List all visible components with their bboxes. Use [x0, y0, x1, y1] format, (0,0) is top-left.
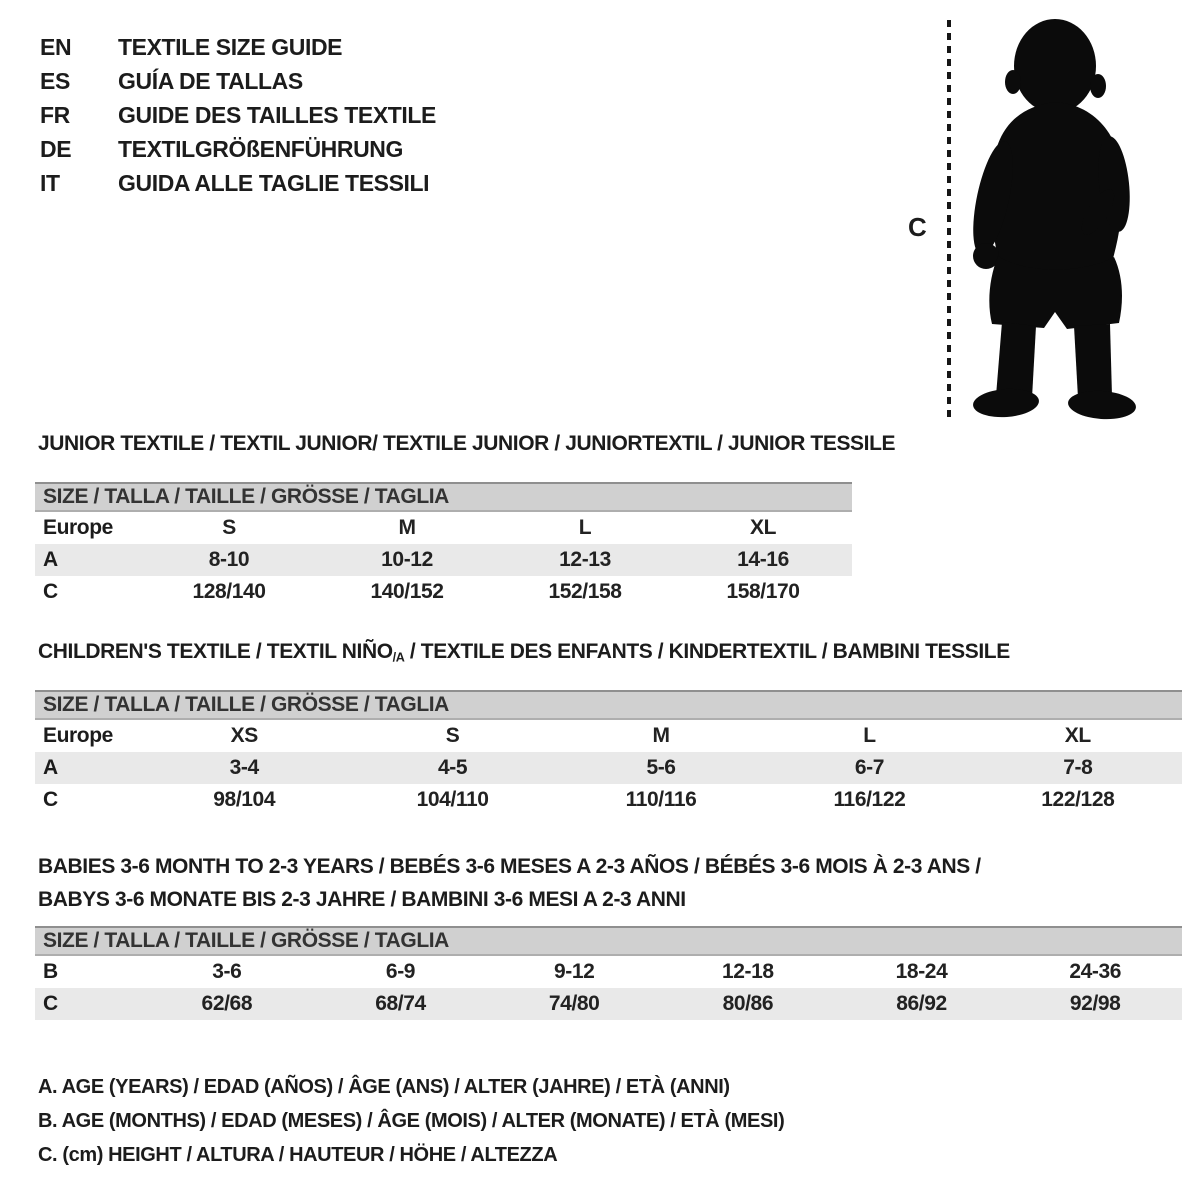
- lang-code: EN: [40, 34, 72, 60]
- babies-size-table: [35, 926, 1182, 1020]
- table-row: [35, 752, 1182, 784]
- babies-title-line1: BABIES 3-6 MONTH TO 2-3 YEARS / BEBÉS 3-6 MESES A 2-3 AÑOS / BÉBÉS 3-6 MOIS À 2-3 ANS /: [38, 855, 981, 878]
- lang-title: GUIDE DES TAILLES TEXTILE: [118, 102, 436, 128]
- size-header-band: SIZE / TALLA / TAILLE / GRÖSSE / TAGLIA: [35, 690, 1182, 720]
- size-cell: S: [222, 516, 236, 539]
- children-section-title: [38, 640, 1010, 670]
- size-cell: 128/140: [192, 580, 266, 603]
- size-cell: 4-5: [438, 756, 468, 779]
- size-cell: 158/170: [726, 580, 800, 603]
- size-cell: M: [652, 724, 670, 747]
- size-cell: 92/98: [1069, 992, 1121, 1015]
- babies-section-title: [38, 850, 981, 916]
- lang-title: GUIDA ALLE TAGLIE TESSILI: [118, 170, 430, 196]
- size-cell: 8-10: [208, 548, 250, 571]
- size-cell: 12-13: [559, 548, 611, 571]
- size-cell: M: [398, 516, 416, 539]
- lang-row-de: [40, 132, 436, 166]
- size-cell: XS: [230, 724, 258, 747]
- babies-title-line2: BABYS 3-6 MONATE BIS 2-3 JAHRE / BAMBINI 3-6 MESI A 2-3 ANNI: [38, 888, 686, 911]
- table-row: [35, 988, 1182, 1020]
- size-cell: 110/116: [625, 788, 697, 811]
- row-label: Europe: [43, 516, 113, 539]
- size-cell: 62/68: [201, 992, 253, 1015]
- lang-row-fr: [40, 98, 436, 132]
- size-cell: 6-7: [854, 756, 884, 779]
- row-label: B: [43, 960, 58, 983]
- lang-code: DE: [40, 136, 72, 162]
- lang-code: FR: [40, 102, 70, 128]
- junior-section-title: JUNIOR TEXTILE / TEXTIL JUNIOR/ TEXTILE JUNIOR / JUNIORTEXTIL / JUNIOR TESSILE: [38, 432, 896, 455]
- children-title-suffix: / TEXTILE DES ENFANTS / KINDERTEXTIL / BAMBINI TESSILE: [404, 640, 1010, 663]
- children-title-prefix: CHILDREN'S TEXTILE / TEXTIL NIÑO: [38, 640, 393, 663]
- height-label: C: [908, 212, 927, 242]
- height-dashed-line: [946, 20, 952, 423]
- table-row: [35, 720, 1182, 752]
- lang-title: TEXTILE SIZE GUIDE: [118, 34, 343, 60]
- size-cell: 86/92: [896, 992, 947, 1015]
- size-cell: 7-8: [1063, 756, 1093, 779]
- size-cell: 68/74: [375, 992, 426, 1015]
- size-header-band: SIZE / TALLA / TAILLE / GRÖSSE / TAGLIA: [35, 482, 852, 512]
- table-row: [35, 544, 852, 576]
- row-label: C: [43, 580, 58, 603]
- row-label: A: [43, 548, 58, 571]
- lang-row-it: [40, 166, 436, 200]
- size-cell: 122/128: [1041, 788, 1115, 811]
- table-row: [35, 956, 1182, 988]
- size-cell: 24-36: [1069, 960, 1122, 983]
- size-cell: 6-9: [385, 960, 416, 983]
- row-label: C: [43, 992, 58, 1015]
- row-label: Europe: [43, 724, 113, 747]
- lang-title: GUÍA DE TALLAS: [118, 68, 303, 94]
- lang-title: TEXTILGRÖßENFÜHRUNG: [118, 136, 403, 162]
- language-header: [40, 30, 436, 200]
- size-cell: 3-6: [212, 960, 242, 983]
- table-row: [35, 576, 852, 608]
- lang-row-es: [40, 64, 436, 98]
- size-cell: 10-12: [381, 548, 433, 571]
- children-title-sub: /A: [392, 650, 405, 665]
- size-cell: 74/80: [548, 992, 600, 1015]
- size-cell: 140/152: [370, 580, 444, 603]
- size-cell: 9-12: [553, 960, 595, 983]
- size-cell: 14-16: [737, 548, 789, 571]
- size-header-band: SIZE / TALLA / TAILLE / GRÖSSE / TAGLIA: [35, 926, 1182, 956]
- size-cell: L: [863, 724, 876, 747]
- row-label: A: [43, 756, 58, 779]
- size-cell: 116/122: [833, 788, 906, 811]
- lang-row-en: [40, 30, 436, 64]
- size-cell: 5-6: [646, 756, 676, 779]
- lang-code: IT: [40, 170, 60, 196]
- size-cell: XL: [749, 516, 777, 539]
- size-cell: S: [445, 724, 460, 747]
- table-row: [35, 784, 1182, 816]
- size-cell: 80/86: [722, 992, 774, 1015]
- legend: [38, 1070, 784, 1172]
- junior-size-table: [35, 482, 852, 608]
- size-cell: 98/104: [213, 788, 276, 811]
- size-cell: 3-4: [229, 756, 259, 779]
- size-cell: 18-24: [895, 960, 948, 983]
- legend-line-c: C. (cm) HEIGHT / ALTURA / HAUTEUR / HÖHE / ALTEZZA: [38, 1144, 558, 1166]
- size-cell: XL: [1064, 724, 1091, 747]
- table-row: [35, 512, 852, 544]
- toddler-silhouette-icon: [962, 16, 1142, 426]
- lang-code: ES: [40, 68, 70, 94]
- legend-line-a: A. AGE (YEARS) / EDAD (AÑOS) / ÂGE (ANS) / ALTER (JAHRE) / ETÀ (ANNI): [38, 1076, 730, 1098]
- size-cell: 152/158: [548, 580, 622, 603]
- size-cell: L: [578, 516, 592, 539]
- size-cell: 104/110: [416, 788, 489, 811]
- children-size-table: [35, 690, 1182, 816]
- row-label: C: [43, 788, 58, 811]
- legend-line-b: B. AGE (MONTHS) / EDAD (MESES) / ÂGE (MOIS) / ALTER (MONATE) / ETÀ (MESI): [38, 1110, 785, 1132]
- size-cell: 12-18: [721, 960, 774, 983]
